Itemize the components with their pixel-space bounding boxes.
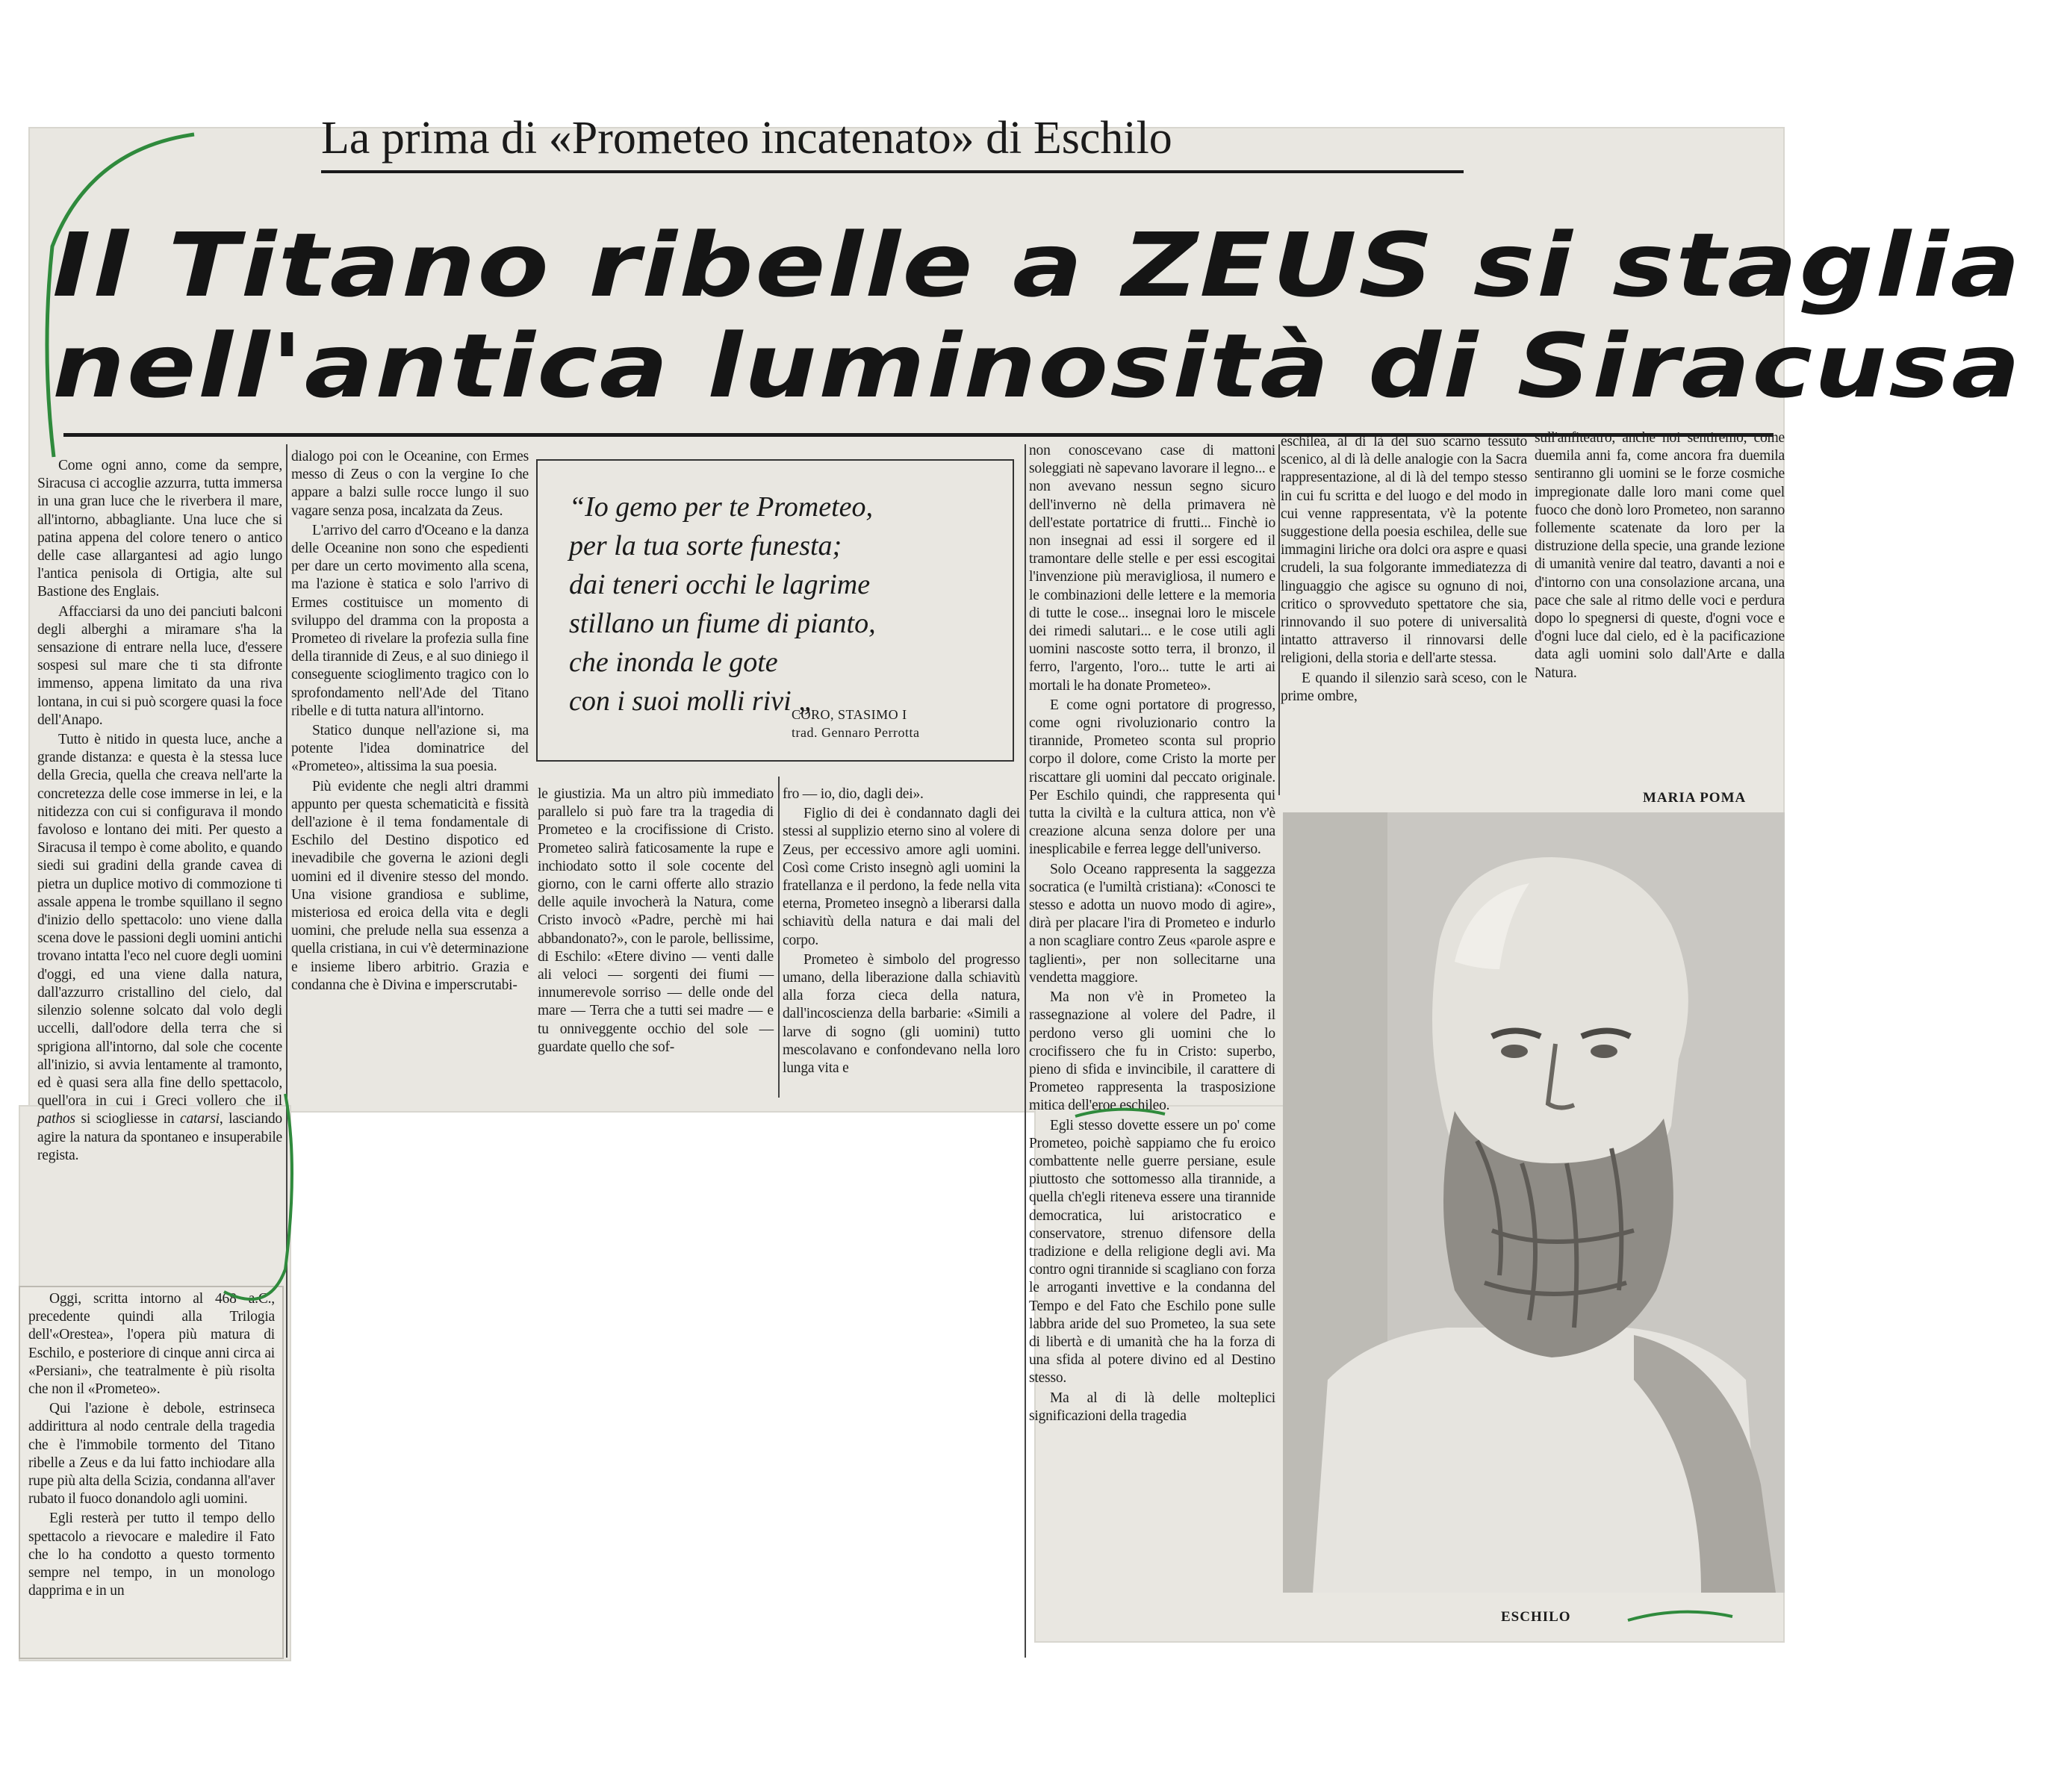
paragraph: Affacciarsi da uno dei panciuti balconi degli alberghi a miramare s'ha la sensazione di entrare nella luce, d'essere sospesi sul mare che ti sta difronte immenso, appena limitato da una riva lontana, in cui si può scorgere quasi la foce dell'Anapo.	[37, 603, 282, 728]
paragraph: Solo Oceano rappresenta la saggezza socratica (e l'umiltà cristiana): «Conosci te stesso e adotta un nuovo modo di agire», dirà per placare l'ira di Prometeo e indurlo a non scagliare contro Zeus «parole aspre e taglienti», per non sollecitarne una vendetta maggiore.	[1029, 861, 1275, 986]
article-column-3	[538, 785, 774, 1099]
paragraph: Più evidente che negli altri drammi appunto per questa schematicità e fissità dell'azione è il tema fondamentale di Eschilo del Destino dispotico ed inevadibile che governa le azioni degli uomini ed il divenire stesso del mondo. Una visione grandiosa e sublime, misteriosa ed eroica della vita e degli uomini, che prelude nella sua essenza a quella cristiana, in cui v'è determinazione e insieme libero arbitrio. Grazia e condanna che è Divina e imperscrutabi-	[291, 778, 529, 993]
pull-quote-credit	[792, 706, 919, 741]
paragraph: Figlio di dei è condannato dagli dei stessi al supplizio eterno sino al volere di Zeus, per eccessivo amore agli uomini. Così come Cristo insegnò agli uomini la fratellanza e il perdono, la fede nella vita eterna, Prometeo insegnò a liberarsi dalla schiavitù della natura e dai mali del corpo.	[783, 806, 1020, 948]
headline-line-2: nell'antica luminosità di Siracusa	[52, 314, 2022, 417]
pull-quote-box	[536, 459, 1014, 762]
column-rule	[1278, 444, 1280, 795]
paragraph: fro — io, dio, dagli dei».	[783, 786, 924, 802]
paragraph-text: Tutto è nitido in questa luce, anche a grande distanza: e questa è la stessa luce della Grecia, quella che creava nell'arte la concretezza delle cose immerse in lei, e la nitidezza con cui si configurava il mondo favoloso e lontano dei miti. Per questo a Siracusa il tempo è come abolito, e quando siedi sui gradini della grande cavea di pietra un duplice motivo di commozione ti assale appena le trombe squillano il segno d'inizio dello spettacolo: uno viene dalla scena dove le passioni degli uomini antichi trovano intatta l'eco nel cuore degli uomini d'oggi, ed una viene dalla natura, dall'azzurro cristallino del cielo, dal silenzio solenne solcato dal volo degli uccelli, dall'odore della terra che si sprigiona all'intorno, dal sole che cocente all'inizio, si avvia lentamente al tramonto, ed è quasi sera alla fine dello spettacolo, quell'ora in cui i Greci vollero che il	[37, 732, 282, 1110]
paragraph: Qui l'azione è debole, estrinseca addirittura al nodo centrale della tragedia che è l'immobile tormento del Titano ribelle a Zeus e da lui fatto inchiodare alla rupe più alta della Scizia, condanna all'aver rubato il fuoco donandolo agli uomini.	[28, 1401, 275, 1508]
paragraph: Egli resterà per tutto il tempo dello spettacolo a rievocare e maledire il Fato che lo ha condotto a questo tormento sempre nel tempo, in un monologo dapprima e in un	[28, 1511, 275, 1599]
paragraph: le giustizia. Ma un altro più immediato parallelo si può fare tra la tragedia di Prometeo e la crocifissione di Cristo. Prometeo salirà faticosamente la rupe e inchiodato sotto il sole cocente del giorno, con le carni offerte allo strazio delle aquile invocherà la Natura, come Cristo invocò «Padre, perchè mi hai abbandonato?», con le parole, bellissime, di Eschilo: «Etere divino — venti dalle ali veloci — sorgenti dei fiumi — innumerevole sorriso — delle onde del mare — Terra che a tutti sei madre — e tu onniveggente occhio del sole — guardate quello che sof-	[538, 786, 774, 1055]
paragraph: Statico dunque nell'azione si, ma potente l'idea dominatrice del «Prometeo», altissima la sua poesia.	[291, 723, 529, 775]
credit-source: CORO, STASIMO I	[792, 707, 907, 722]
paragraph: sull'anfiteatro, anche noi sentiremo, come duemila anni fa, come ancora fra duemila sentiranno gli uomini se le forze cosmiche impregionate dalle loro mani come quel fuoco che donò loro Prometeo, non saranno follemente scatenate da loro per la distruzione della specie, una grande lezione di umanità venire dal teatro, davanti a noi e d'intorno con una consolazione arcana, una pace che sale al ritmo delle voci e perdura dopo lo spegnersi di queste, d'ogni voce e d'ogni luce dal cielo, ed è la pacificazione data agli uomini solo dall'Arte e dalla Natura.	[1535, 430, 1785, 681]
paragraph: Come ogni anno, come da sempre, Siracusa ci accoglie azzurra, tutta immersa in una gran luce che le riverbera il mare, all'intorno, abbagliante. Una luce che si patina appena del colore tenero o antico delle case allargantesi ad agio lungo l'antica penisola di Ortigia, alte sul Bastione des Englais.	[37, 458, 282, 600]
column-rule	[778, 777, 780, 1098]
column-rule	[1025, 444, 1026, 1658]
paragraph-text: , lasciando agire la natura da spontaneo e insuperabile regista.	[37, 1111, 282, 1163]
article-column-6	[1281, 433, 1527, 784]
paragraph-text: si sciogliesse in	[81, 1111, 175, 1127]
paragraph: eschilea, al di là del suo scarno tessuto scenico, al di là delle analogie con la Sacra rappresentazione, al di là del tempo stesso in cui fu scritta e del luogo e del modo in cui venne rappresentata, v'è la potente suggestione della poesia eschilea, delle sue immagini liriche ora dolci ora aspre e quasi crudeli, la sua folgorante immediatezza di linguaggio che agisce su ognuno di noi, critico o sprovveduto spettatore che sia, rinnovando il suo potere di universalità intatto attraverso il rinnovarsi delle religioni, della storia e dell'arte stessa.	[1281, 434, 1527, 667]
article-column-1-continued	[28, 1290, 275, 1656]
paragraph	[37, 731, 282, 1165]
column-rule	[286, 444, 287, 1658]
italic-term: pathos	[37, 1111, 75, 1127]
paragraph: dialogo poi con le Oceanine, con Ermes messo di Zeus o con la vergine Io che appare a balzi sulle rocce lungo il suo vagare senza posa, incalzata da Zeus.	[291, 449, 529, 519]
photo-caption: ESCHILO	[1501, 1609, 1571, 1625]
kicker-rule	[321, 170, 1464, 173]
article-column-7	[1535, 429, 1785, 758]
paragraph: Egli stesso dovette essere un po' come Prometeo, poichè sappiamo che fu eroico combattente nelle guerre persiane, esule piuttosto che sottomesso alla tirannide, a quella ch'egli riteneva essere una tirannide democratica, lui aristocratico e conservatore, strenuo difensore della tradizione e della religione degli avi. Ma contro ogni tirannide si scagliano con forza le arroganti invettive e la condanna del Tempo e del Fato che Eschilo pone sulle labbra aride del suo Prometeo, la sua sete di libertà e di umanità che ha la forza di una sfida al potere divino ed al Destino stesso.	[1029, 1117, 1275, 1387]
article-column-2	[291, 448, 529, 1098]
pull-quote-text: “Io gemo per te Prometeo, per la tua sorte funesta; dai teneri occhi le lagrime stillano un fiume di pianto, che inonda le gote con i suoi molli rivi „	[569, 491, 876, 717]
paragraph: Ma al di là delle molteplici significazioni della tragedia	[1029, 1390, 1275, 1424]
credit-translator: trad. Gennaro Perrotta	[792, 725, 920, 740]
article-column-4	[783, 785, 1020, 1099]
paragraph: E quando il silenzio sarà sceso, con le prime ombre,	[1281, 670, 1527, 704]
article-column-5	[1029, 442, 1275, 1637]
paragraph: L'arrivo del carro d'Oceano e la danza delle Oceanine non sono che espedienti per dare un certo movimento alla scena, ma l'azione è statica e solo l'arrivo di Ermes costituisce un momento di sviluppo del dramma con la proposta a Prometeo di rivelare la profezia sulla fine della tirannide di Zeus, e al suo diniego il conseguente scioglimento tragico con lo sprofondamento nell'Ade del Titano ribelle e di tutta natura all'intorno.	[291, 522, 529, 719]
article-column-1	[37, 457, 282, 1271]
paragraph: Oggi, scritta intorno al 468 a.C., precedente quindi alla Trilogia dell'«Orestea», l'opera più matura di Eschilo, e posteriore di cinque anni circa ai «Persiani», che teatralmente è più risolta che non il «Prometeo».	[28, 1291, 275, 1398]
paragraph: E come ogni portatore di progresso, come ogni rivoluzionario contro la tirannide, Prometeo sconta sul proprio corpo il dolore, come Cristo la morte per riscattare gli uomini dal peccato originale. Per Eschilo quindi, che rappresenta qui tutta la civiltà e la cultura attica, non v'è creazione alcuna senza dolore per una inesplicabile e ferrea legge dell'universo.	[1029, 697, 1275, 858]
paragraph: Prometeo è simbolo del progresso umano, della liberazione dalla schiavitù alla forza cieca della natura, dall'incoscienza della barbarie: «Simili a larve di sogno (gli uomini) tutto mescolavano e confondevano nella loro lunga vita e	[783, 951, 1020, 1077]
kicker-title: La prima di «Prometeo incatenato» di Eschilo	[321, 113, 1172, 164]
eschilo-bust-photo	[1283, 812, 1785, 1593]
italic-term: catarsi	[180, 1111, 220, 1127]
paragraph: Ma non v'è in Prometeo la rassegnazione al volere del Padre, il perdono verso gli uomini che lo crocifissero che fu in Cristo: superbo, pieno di sfida e invincibile, il carattere di Prometeo rappresenta la trasposizione mitica dell'eroe eschileo.	[1029, 989, 1275, 1114]
paragraph: non conoscevano case di mattoni soleggiati nè sapevano lavorare il legno... e non avevano nessun segno sicuro dell'inverno nè della primavera nè dell'estate portatrice di frutti... Finchè io non insegnai ad essi il sorgere ed il tramontare delle stelle e per essi escogitai l'invenzione più meravigliosa, il numero e le combinazioni delle lettere e la memoria di tutte le cose... insegnai loro le miscele dei rimedi salutari... e le cose utili agli uomini nascoste sotto terra, il bronzo, il ferro, l'argento, l'oro... tutte le arti ai mortali le ha donate Prometeo».	[1029, 443, 1275, 694]
headline-line-1: Il Titano ribelle a ZEUS si staglia	[52, 214, 2022, 317]
bust-illustration-icon	[1283, 812, 1785, 1593]
author-signature: MARIA POMA	[1643, 790, 1747, 806]
